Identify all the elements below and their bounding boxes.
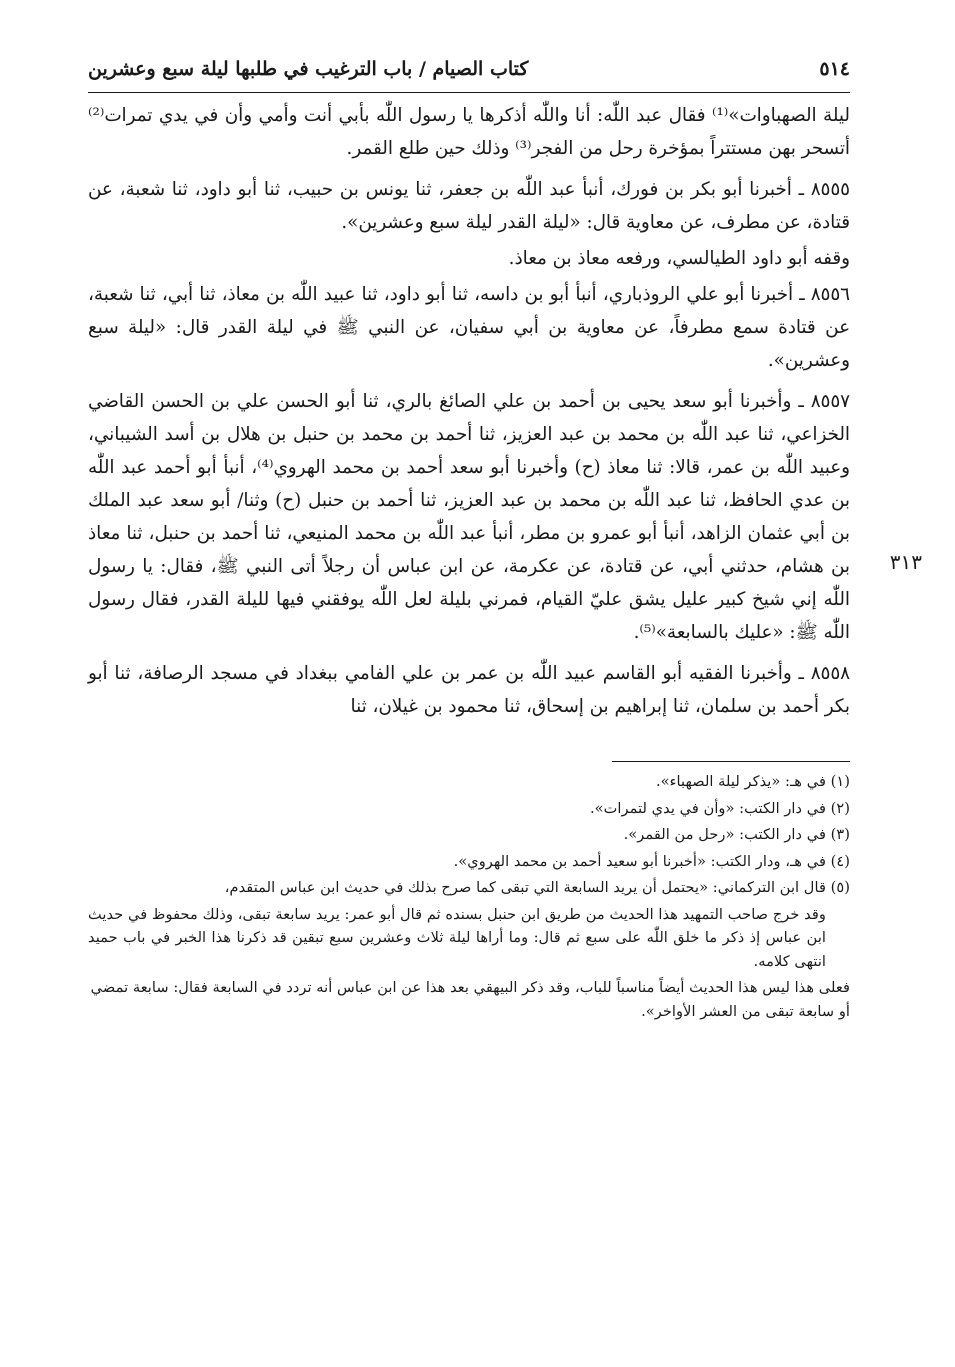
hadith-note: وقفه أبو داود الطيالسي، ورفعه معاذ بن معاذ. — [508, 248, 850, 269]
chapter-title: كتاب الصيام / باب الترغيب في طلبها ليلة سبع وعشرين — [88, 58, 538, 80]
paragraph-continuation: ليلة الصهباوات»⁽¹⁾ فقال عبد اللّٰه: أنا واللّٰه أذكرها يا رسول اللّٰه بأبي أنت وأمي وأن في يدي تمرات⁽²⁾ أتسحر بهن مستتراً بمؤخرة رحل من الفجر⁽³⁾ وذلك حين طلع القمر. — [88, 105, 850, 159]
footnote-5: (٥) قال ابن التركماني: «يحتمل أن يريد السابعة التي تبقى كما صرح بذلك في حديث ابن عباس المتقدم، — [224, 879, 850, 896]
footnote-5-conclusion: فعلى هذا ليس هذا الحديث أيضاً مناسباً للباب، وقد ذكر البيهقي بعد هذا عن ابن عباس أنه تردد في السابعة فقال: سابعة تمضي أو سابعة تبقى من العشر الأواخر». — [90, 979, 850, 1020]
book-page — [88, 58, 922, 1026]
page-number: ٥١٤ — [819, 58, 850, 80]
hadith-8555: ٨٥٥٥ ـ أخبرنا أبو بكر بن فورك، أنبأ عبد اللّٰه بن جعفر، ثنا يونس بن حبيب، ثنا أبو داود، ثنا شعبة، عن قتادة، عن مطرف، عن معاوية قال: «ليلة القدر ليلة سبع وعشرين». — [88, 179, 850, 233]
hadith-8558: ٨٥٥٨ ـ وأخبرنا الفقيه أبو القاسم عبيد اللّٰه بن عمر بن علي الفامي ببغداد في مسجد الرصافة، ثنا أبو بكر أحمد بن سلمان، ثنا إبراهيم بن إسحاق، ثنا محمود بن غيلان، ثنا — [88, 663, 850, 717]
margin-page-reference: ٣١٣ — [889, 550, 922, 574]
footnote-divider — [612, 761, 850, 762]
hadith-8556: ٨٥٥٦ ـ أخبرنا أبو علي الروذباري، أنبأ أبو بن داسه، ثنا أبو داود، ثنا عبيد اللّٰه بن معاذ، ثنا أبي، ثنا شعبة، عن قتادة سمع مطرفاً، عن معاوية بن أبي سفيان، عن النبي ﷺ في ليلة القدر قال: «ليلة سبع وعشرين». — [88, 284, 850, 371]
running-header — [88, 58, 850, 93]
footnote-2: (٢) في دار الكتب: «وأن في يدي لتمرات». — [589, 799, 850, 817]
footnote-3: (٣) في دار الكتب: «رحل من القمر». — [623, 826, 850, 843]
footnote-1: (١) في هـ: «يذكر ليلة الصهباء». — [655, 773, 850, 790]
hadith-8557: ٨٥٥٧ ـ وأخبرنا أبو سعد يحيى بن أحمد بن علي الصائغ بالري، ثنا أبو الحسن علي بن الحسن القاضي الخزاعي، ثنا عبد اللّٰه بن محمد بن عبد العزيز، ثنا أحمد بن محمد بن حنبل بن هلال بن أسد الشيباني، وعبيد اللّٰه بن عمر، قالا: ثنا معاذ (ح) وأخبرنا أبو سعد أحمد بن محمد الهروي⁽⁴⁾، أنبأ أبو أحمد عبد اللّٰه بن عدي الحافظ، ثنا عبد اللّٰه بن محمد بن عبد العزيز، ثنا أحمد بن حنبل (ح) وثنا/ أبو سعد عبد الملك بن أبي عثمان الزاهد، أنبأ أبو عمرو بن مطر، أنبأ عبد اللّٰه بن محمد المنيعي، ثنا أحمد بن حنبل، ثنا معاذ بن هشام، حدثني أبي، عن قتادة، عن عكرمة، عن ابن عباس أن رجلاً أتى النبي ﷺ، فقال: يا رسول اللّٰه إني شيخ كبير عليل يشق عليّ القيام، فمرني بليلة لعل اللّٰه يوفقني فيها لليلة القدر، فقال رسول اللّٰه ﷺ: «عليك بالسابعة»⁽⁵⁾. — [88, 391, 850, 643]
footnote-4: (٤) في هـ، ودار الكتب: «أخبرنا أبو سعيد أحمد بن محمد الهروي». — [453, 852, 850, 870]
main-text — [88, 99, 922, 723]
footnotes — [88, 770, 850, 1023]
hadith-8557-wrapper — [88, 385, 922, 649]
footnote-5-continuation: وقد خرج صاحب التمهيد هذا الحديث من طريق ابن حنبل بسنده ثم قال أبو عمر: يريد سابعة تبقى، وذلك محفوظ في حديث ابن عباس إذ ذكر ما خلق اللّٰه على سبع ثم قال: وما أراها ليلة ثلاث وعشرين سبع تبقين قد ذكرنا هذا الخبر في باب حميد انتهى كلامه. — [88, 905, 826, 970]
